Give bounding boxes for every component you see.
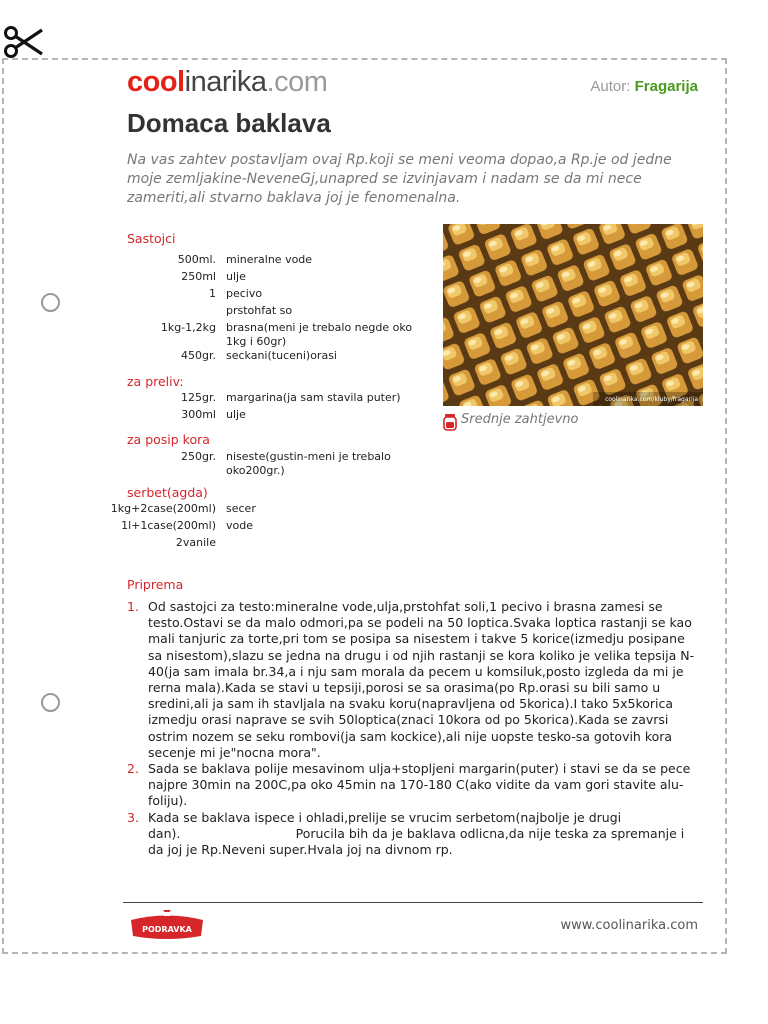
- serbet-heading: serbet(agda): [127, 485, 208, 500]
- ingredient-row: 1l+1case(200ml) vode: [121, 519, 253, 532]
- preparation-heading: Priprema: [127, 577, 184, 592]
- difficulty-icon: [443, 413, 457, 431]
- ingredient-row: prstohfat so: [226, 304, 293, 317]
- author-label: Autor:: [590, 78, 631, 95]
- ingredient-row: 500ml. mineralne vode: [177, 253, 313, 266]
- ingredient-row: 125gr. margarina(ja sam stavila puter): [181, 391, 401, 404]
- preliv-heading: za preliv:: [127, 374, 184, 389]
- preparation-step: [127, 810, 702, 859]
- ingredient-row: 300ml ulje: [181, 408, 246, 421]
- step-number: 1.: [127, 599, 139, 614]
- step-text: Kada se baklava ispece i ohladi,prelije se vrucim serbetom(najbolje je drugi dan). Porucila bih da je baklava odlicna,da nije teska za spremanje i da joj je Rp.Neveni super.Hvala joj na divnom rp.: [148, 809, 685, 858]
- step-number: 2.: [127, 761, 139, 777]
- scissors-icon: [2, 24, 44, 60]
- ingredients-heading: Sastojci: [127, 231, 176, 246]
- author-line: [590, 78, 698, 95]
- preparation-step: [127, 599, 702, 761]
- podravka-logo[interactable]: [127, 908, 207, 942]
- step-number: 3.: [127, 809, 139, 825]
- step-text: Od sastojci za testo:mineralne vode,ulja,prstohfat soli,1 pecivo i brasna zamesi se testo.Ostavi se da malo odmori,pa se podeli na 50 loptica.Svaka loptica rastanji se kao mali tanjuric za torte,pri tom se posipa sa nisestem i takve 5 korice(izmedju posipane sa nisestom),slazu se jedna na drugu i od njih rastanji se kora koliko je velika tepsija N-40(ja sam imala br.34,a i nju sam morala da pecem u komsiluk,posto izgleda da mi je rerna mala).Kada se stavi u tepsiji,porosi se sa orasima(po Rp.orasi su bili samo u sredini,ali ja sam ih stavljala na svaku koru(napravljena od 5korica).I tako 5x5korica izmedju orasi naprave se svih 50loptica(znaci 10kora od po 5korica).Kada se zavrsi ostrim nozem se seku rombovi(ja sam kockice),ali nije uopste tesko-sa gotovih kora secenje mi je"nocna mora".: [148, 599, 695, 760]
- binder-hole-bottom: [41, 693, 60, 712]
- recipe-title: Domaca baklava: [127, 108, 331, 138]
- binder-hole-top: [41, 293, 60, 312]
- footer-divider: [123, 902, 703, 903]
- ingredient-row: 450gr. seckani(tuceni)orasi: [181, 349, 337, 362]
- ingredient-row: 1kg+2case(200ml) secer: [110, 502, 256, 515]
- footer-site-link[interactable]: www.coolinarika.com: [560, 918, 698, 933]
- baklava-photo: [443, 224, 703, 406]
- recipe-intro: Na vas zahtev postavljam ovaj Rp.koji se meni veoma dopao,a Rp.je od jedne moje zemljakine-NeveneGj,unapred se izvinjavam i nadam se da mi nece zameriti,ali stvarno baklava joj je fenomenalna.: [127, 152, 672, 206]
- ingredient-row: 2vanile: [175, 536, 216, 549]
- preparation-step: [127, 761, 702, 810]
- coolinarika-logo[interactable]: coolinarika.com: [127, 66, 328, 98]
- preparation-steps: [127, 599, 702, 858]
- step-text: Sada se baklava polije mesavinom ulja+stopljeni margarin(puter) i stavi se da se pece najpre 30min na 200C,pa oko 45min na 170-180 C(ako vidite da vam gori stavite alu-foliju).: [148, 761, 691, 809]
- posip-heading: za posip kora: [127, 432, 210, 447]
- ingredient-row: 1 pecivo: [209, 287, 263, 300]
- difficulty-row: [461, 412, 578, 427]
- difficulty-label: Srednje zahtjevno: [461, 412, 579, 427]
- photo-watermark: coolinarika.com/kluby/fragarija: [605, 396, 698, 403]
- svg-text:PODRAVKA: PODRAVKA: [142, 925, 192, 934]
- ingredient-row: 1kg-1,2kg brasna(meni je trebalo negde oko 1kg i 60gr): [160, 321, 413, 348]
- author-name[interactable]: Fragarija: [634, 78, 698, 95]
- ingredient-row: 250ml ulje: [181, 270, 246, 283]
- ingredient-row: 250gr. niseste(gustin-meni je trebalo oko200gr.): [181, 450, 391, 477]
